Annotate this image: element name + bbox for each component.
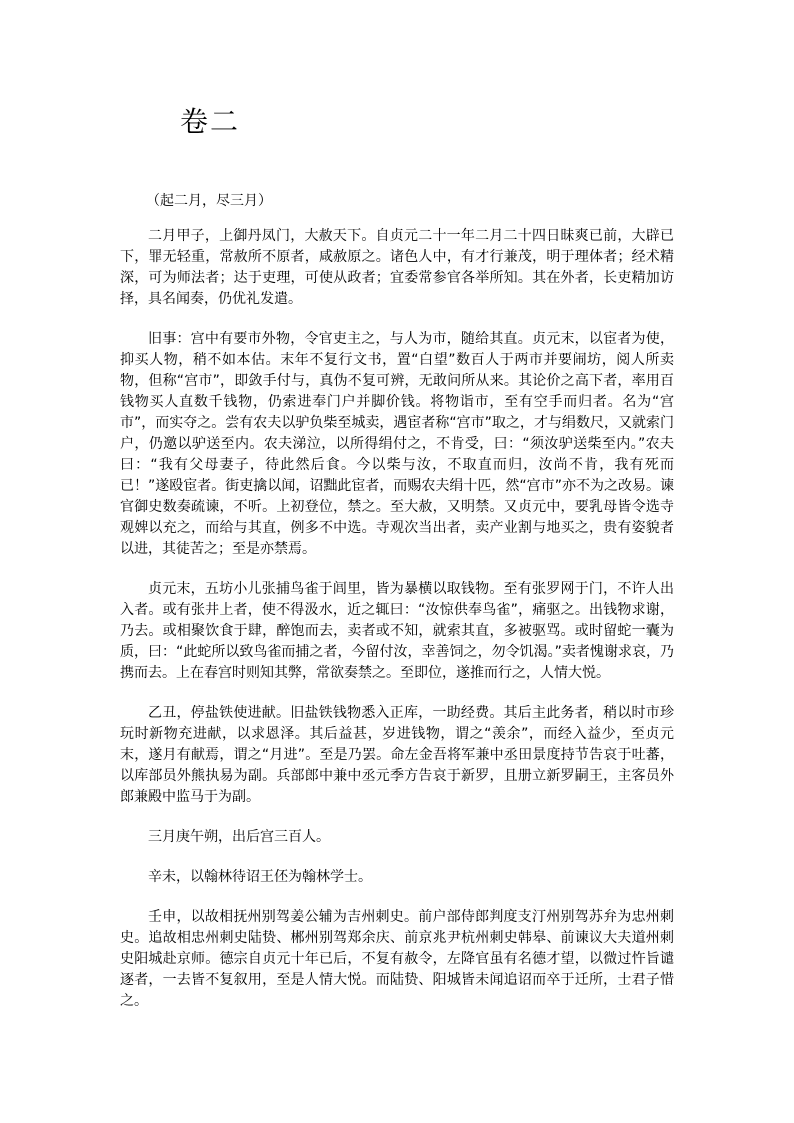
chapter-title: 卷二	[180, 105, 241, 138]
paragraph-5: 三月庚午朔，出后宫三百人。	[148, 829, 330, 845]
paragraph-4: 乙丑，停盐铁使进献。旧盐铁钱物悉入正库，一助经费。其后主此务者，稍以时市珍玩时新物充进献，以求恩泽。其后益甚，岁进钱物，谓之“羡余”，而经入益少，至贞元末，遂月有献焉，谓之“月进”。至是乃罢。命左金吾将军兼中丞田景度持节告哀于吐蕃，以库部员外熊执易为副。兵部郎中兼中丞元季方告哀于新罗，且册立新罗嗣王，主客员外郎兼殿中监马于为副。	[120, 705, 674, 805]
paragraph-7: 壬申，以故相抚州别驾姜公辅为吉州刺史。前户部侍郎判度支汀州别驾苏弁为忠州刺史。追故相忠州刺史陆贽、郴州别驾郑余庆、前京兆尹杭州刺史韩皋、前谏议大夫道州刺史阳城赴京师。德宗自贞元十年已后，不复有赦令，左降官虽有名德才望，以微过忤旨谴逐者，一去皆不复叙用，至是人情大悦。而陆贽、阳城皆未闻追诏而卒于迁所，士君子惜之。	[120, 909, 674, 1009]
paragraph-1: 二月甲子，上御丹凤门，大赦天下。自贞元二十一年二月二十四日昧爽已前，大辟已下，罪无轻重，常赦所不原者，咸赦原之。诸色人中，有才行兼茂，明于理体者；经术精深，可为师法者；达于吏理，可使从政者；宜委常参官各举所知。其在外者，长吏精加访择，具名闻奏，仍优礼发遣。	[120, 228, 674, 307]
document-body	[120, 226, 674, 1031]
paragraph-3: 贞元末，五坊小儿张捕鸟雀于闾里，皆为暴横以取钱物。至有张罗网于门，不许人出入者。或有张井上者，使不得汲水，近之辄曰：“汝惊供奉鸟雀”，痛驱之。出钱物求谢，乃去。或相聚饮食于肆，醉饱而去，卖者或不知，就索其直，多被驱骂。或时留蛇一囊为质，曰：“此蛇所以致鸟雀而捕之者，今留付汝，幸善饲之，勿令饥渴。”卖者愧谢求哀，乃携而去。上在春宫时则知其弊，常欲奏禁之。至即位，遂推而行之，人情大悦。	[120, 581, 674, 681]
paragraph-2: 旧事：宫中有要市外物，令官吏主之，与人为市，随给其直。贞元末，以宦者为使，抑买人物，稍不如本估。末年不复行文书，置“白望”数百人于两市并要闹坊，阅人所卖物，但称“宫市”，即敛手付与，真伪不复可辨，无敢问所从来。其论价之高下者，率用百钱物买人直数千钱物，仍索进奉门户并脚价钱。将物诣市，至有空手而归者。名为“宫市”，而实夺之。尝有农夫以驴负柴至城卖，遇宦者称“宫市”取之，才与绢数尺，又就索门户，仍邀以驴送至内。农夫涕泣，以所得绢付之，不肯受，曰：“须汝驴送柴至内。”农夫曰：“我有父母妻子，待此然后食。今以柴与汝，不取直而归，汝尚不肯，我有死而已！”遂殴宦者。街吏擒以闻，诏黜此宦者，而赐农夫绢十匹，然“宫市”亦不为之改易。谏官御史数奏疏谏，不听。上初登位，禁之。至大赦，又明禁。又贞元中，要乳母皆令选寺观婢以充之，而给与其直，例多不中选。寺观次当出者，卖产业割与地买之，贵有姿貌者以进，其徒苦之；至是亦禁焉。	[120, 331, 674, 557]
paragraph-6: 辛未，以翰林待诏王伾为翰林学士。	[148, 869, 372, 885]
chapter-subtitle: （起二月，尽三月）	[146, 193, 272, 209]
